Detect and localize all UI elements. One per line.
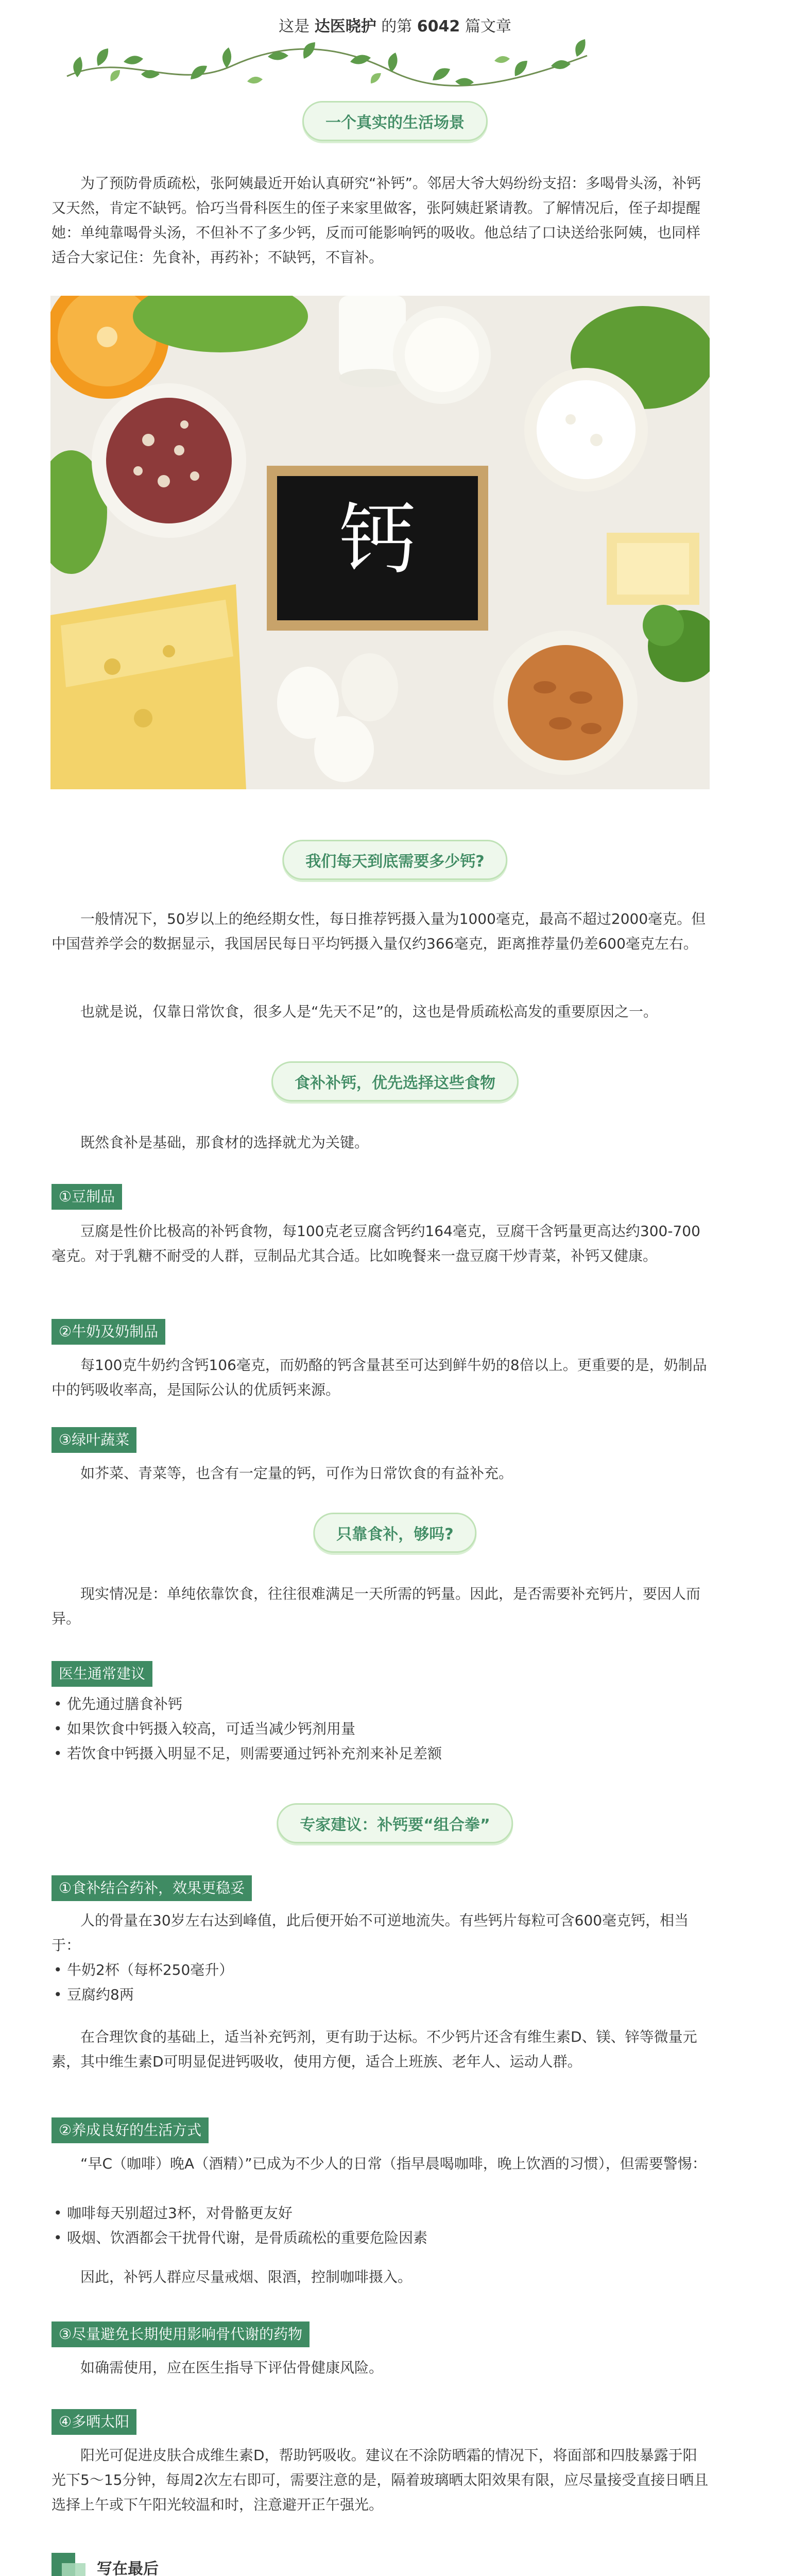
calcium-foods-image [50, 296, 710, 789]
list-item: • 吸烟、饮酒都会干扰骨代谢，是骨质疏松的重要危险因素 [51, 2226, 711, 2250]
leaf-vine-decoration [62, 30, 592, 97]
list-item: • 若饮食中钙摄入明显不足，则需要通过钙补充剂来补足差额 [51, 1741, 711, 1766]
square-decoration-icon [62, 2563, 85, 2576]
lifestyle-paragraph: “早C（咖啡）晚A（酒精）”已成为不少人的日常（指早晨喝咖啡，晚上饮酒的习惯），但需要警惕： [80, 2155, 707, 2172]
list-item: • 豆腐约8两 [51, 1982, 711, 2007]
label-doctor-advice: 医生通常建议 [51, 1661, 152, 1687]
chalkboard-calcium-char: 钙 [338, 495, 417, 585]
scenario-paragraph: 为了预防骨质疏松，张阿姨最近开始认真研究“补钙”。邻居大爷大妈纷纷支招：多喝骨头汤，补钙又天然，肯定不缺钙。恰巧当骨科医生的侄子来家里做客，张阿姨赶紧请教。了解情况后，侄子却提醒她：单纯靠喝骨头汤，不但补不了多少钙，反而可能影响钙的吸收。他总结了口诀送给张阿姨，也同样适合大家记住：先食补，再药补；不缺钙，不盲补。 [51, 175, 701, 266]
combine-supplements-paragraph-2: 在合理饮食的基础上，适当补充钙剂，更有助于达标。不少钙片还含有维生素D、镁、锌等微量元素，其中维生素D可明显促进钙吸收，使用方便，适合上班族、老年人、运动人群。 [51, 2028, 697, 2070]
account-name[interactable]: 达医晓护 [314, 18, 376, 36]
header-prefix: 这是 [279, 18, 310, 36]
label-combine-supplements: ①食补结合药补，效果更稳妥 [51, 1875, 252, 1901]
section-title-food-enough: 只靠食补，够吗? [313, 1513, 476, 1553]
label-leafy-greens: ③绿叶蔬菜 [51, 1427, 136, 1453]
label-milk-products: ②牛奶及奶制品 [51, 1319, 165, 1345]
label-soy-products: ①豆制品 [51, 1184, 122, 1210]
section-title-expert-advice: 专家建议：补钙要“组合拳” [277, 1803, 513, 1843]
sunlight-paragraph: 阳光可促进皮肤合成维生素D，帮助钙吸收。建议在不涂防晒霜的情况下，将面部和四肢暴露于阳光下5～15分钟，每周2次左右即可，需要注意的是，隔着玻璃晒太阳效果有限，应尽量接受直接日晒且选择上午或下午阳光较温和时，注意避开正午强光。 [51, 2447, 709, 2513]
food-enough-paragraph: 现实情况是：单纯依靠饮食，往往很难满足一天所需的钙量。因此，是否需要补充钙片，要因人而异。 [51, 1585, 701, 1627]
food-intro-paragraph: 既然食补是基础，那食材的选择就尤为关键。 [80, 1134, 369, 1151]
conclusion-title-text: 写在最后 [97, 2560, 159, 2576]
doctor-advice-list [51, 1692, 711, 1766]
list-item: • 咖啡每天别超过3杯，对骨骼更友好 [51, 2201, 711, 2226]
lifestyle-paragraph-2: 因此，补钙人群应尽量戒烟、限酒，控制咖啡摄入。 [80, 2268, 413, 2285]
article-number: 6042 [417, 18, 460, 36]
section-title-scenario: 一个真实的生活场景 [302, 101, 488, 141]
soy-products-paragraph: 豆腐是性价比极高的补钙食物，每100克老豆腐含钙约164毫克，豆腐干含钙量更高达约300-700毫克。对于乳糖不耐受的人群，豆制品尤其合适。比如晚餐来一盘豆腐干炒青菜，补钙又健康。 [51, 1223, 700, 1264]
lifestyle-list [51, 2201, 711, 2250]
label-sunlight: ④多晒太阳 [51, 2409, 136, 2435]
list-item: • 如果饮食中钙摄入较高，可适当减少钙剂用量 [51, 1717, 711, 1741]
section-title-conclusion [51, 2553, 711, 2576]
list-item: • 牛奶2杯（每杯250毫升） [51, 1958, 711, 1982]
equivalence-list [51, 1958, 711, 2007]
section-title-food-calcium: 食补补钙，优先选择这些食物 [271, 1061, 519, 1101]
header-suffix: 篇文章 [465, 18, 511, 36]
avoid-drugs-paragraph: 如确需使用，应在医生指导下评估骨健康风险。 [80, 2359, 384, 2376]
label-avoid-drugs: ③尽量避免长期使用影响骨代谢的药物 [51, 2321, 310, 2347]
combine-supplements-paragraph: 人的骨量在30岁左右达到峰值，此后便开始不可逆地流失。有些钙片每粒可含600毫克钙，相当于： [51, 1912, 689, 1954]
header-middle: 的第 [381, 18, 413, 36]
leafy-greens-paragraph: 如芥菜、青菜等，也含有一定量的钙，可作为日常饮食的有益补充。 [80, 1465, 513, 1482]
label-lifestyle: ②养成良好的生活方式 [51, 2117, 209, 2143]
daily-need-paragraph-2: 也就是说，仅靠日常饮食，很多人是“先天不足”的，这也是骨质疏松高发的重要原因之一。 [80, 1003, 658, 1020]
milk-products-paragraph: 每100克牛奶约含钙106毫克，而奶酪的钙含量甚至可达到鲜牛奶的8倍以上。更重要的是，奶制品中的钙吸收率高，是国际公认的优质钙来源。 [51, 1357, 707, 1398]
list-item: • 优先通过膳食补钙 [51, 1692, 711, 1717]
section-title-daily-need: 我们每天到底需要多少钙? [282, 840, 507, 880]
daily-need-paragraph-1: 一般情况下，50岁以上的绝经期女性，每日推荐钙摄入量为1000毫克，最高不超过2000毫克。但中国营养学会的数据显示，我国居民每日平均钙摄入量仅约366毫克，距离推荐量仍差600毫克左右。 [51, 910, 706, 952]
foods-illustration [50, 296, 710, 789]
